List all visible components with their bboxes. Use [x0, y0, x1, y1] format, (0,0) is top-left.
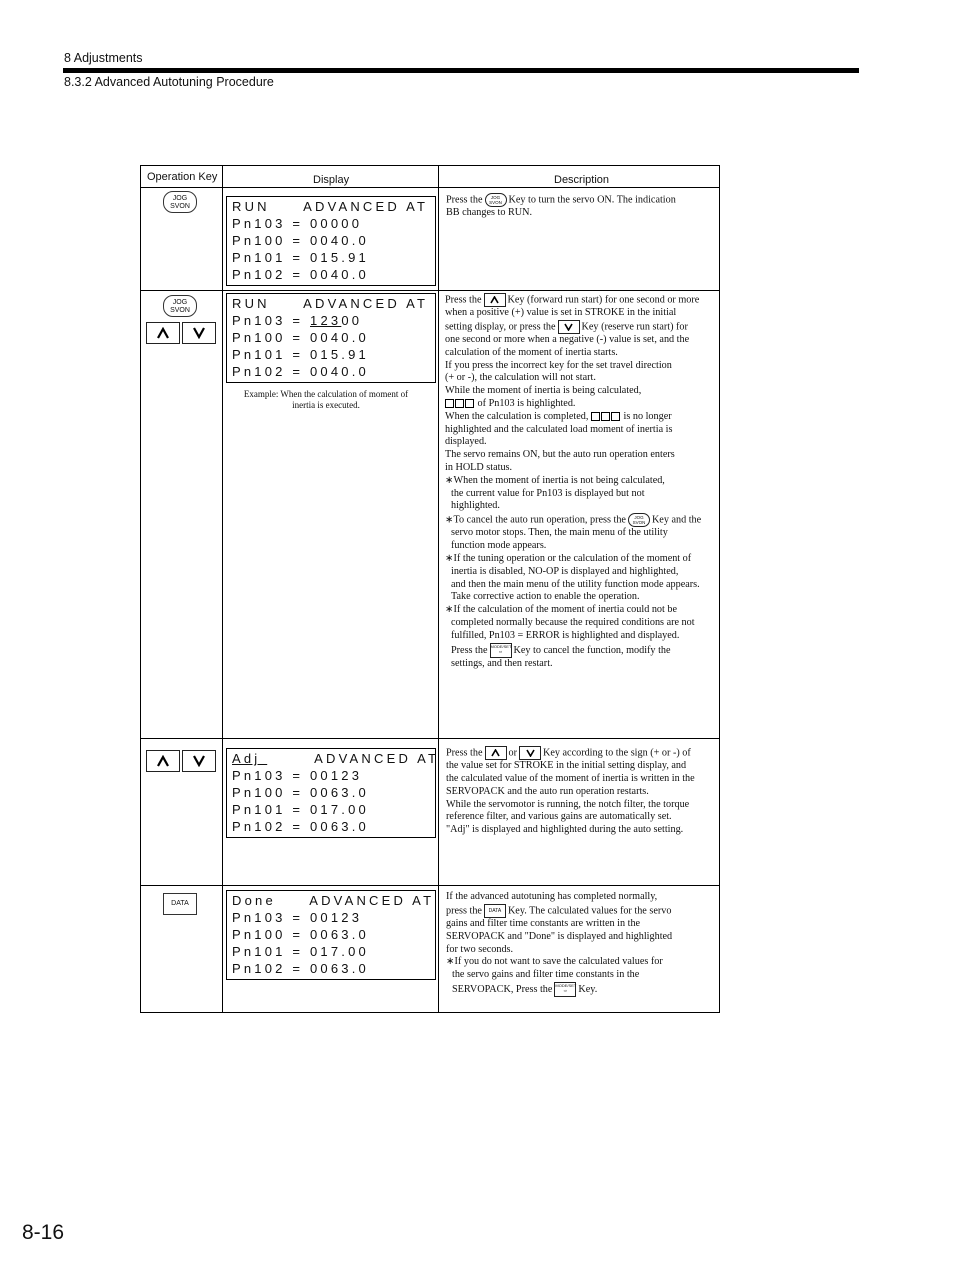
lcd-line: Pn102 = 0063.0: [232, 819, 369, 834]
down-arrow-key[interactable]: [182, 750, 216, 772]
down-arrow-icon: [192, 755, 206, 767]
example-caption: Example: When the calculation of moment of inertia is executed.: [243, 389, 409, 410]
up-arrow-key-icon: [485, 746, 507, 760]
lcd-display-adj: [226, 748, 440, 838]
lcd-line: Pn101 = 015.91: [232, 347, 369, 362]
lcd-display-run: [226, 196, 436, 286]
row1-description: Press the JOG SVON Key to turn the servo ON. The indication BB changes to RUN.: [446, 194, 676, 219]
lcd-line: RUN ADVANCED AT: [232, 199, 429, 214]
digit-box-icon: [455, 399, 464, 408]
up-arrow-key[interactable]: [146, 322, 180, 344]
down-arrow-key-icon: [558, 320, 580, 334]
down-arrow-key-icon: [519, 746, 541, 760]
row3-description: Press the or Key according to the sign (+ or -) of the value set for STROKE in the initial setting display, and the calculated value of the moment of inertia is written in the SERVOPACK and the auto run operation restarts. While the servomotor is running, the notch filter, the torque reference filter, and various gains are automatically set. "Adj" is displayed and highlighted during the auto setting.: [446, 747, 695, 836]
jog-svon-key-icon: JOG SVON: [485, 193, 507, 207]
row-divider: [141, 187, 719, 188]
lcd-line: Pn100 = 0040.0: [232, 233, 369, 248]
highlighted-digits: 123: [310, 313, 342, 328]
data-key[interactable]: DATA: [163, 893, 197, 915]
page-number: 8-16: [22, 1221, 65, 1244]
digit-box-icon: [465, 399, 474, 408]
lcd-line: Pn102 = 0040.0: [232, 267, 369, 282]
mode-set-key-icon: MODE/SET ⇨: [490, 643, 512, 658]
down-arrow-icon: [192, 327, 206, 339]
down-arrow-key[interactable]: [182, 322, 216, 344]
header-rule: [63, 68, 859, 73]
digit-box-icon: [601, 412, 610, 421]
subsection-title: 8.3.2 Advanced Autotuning Procedure: [64, 75, 274, 89]
lcd-line: Pn103 = 00123: [232, 910, 363, 925]
lcd-line: Pn103 = 00000: [232, 216, 363, 231]
row2-description: Press the Key (forward run start) for one second or more when a positive (+) value is set in STROKE in the initial setting display, or press the Key (reserve run start) for one second or more when a negative (-) value is set, and the calculation of the moment of inertia starts. If you press the incorrect key for the set travel direction (+ or -), the calculation will not start. While the moment of inertia is being calculated, of Pn103 is highlighted. When the calculation is completed, is no longer highlighted and the calculated load moment of inertia is displayed. The servo remains ON, but the auto run operation enters in HOLD status. ∗When the moment of inertia is not being calculated, the current value for Pn103 is displayed but not highlighted. ∗To cancel the auto run operation, press the JOG SVON Key and the servo motor stops. Then, the main menu of the utility function mode appears. ∗If the tuning operation or the calculation of the moment of inertia is disabled, NO-OP is displayed and highlighted, and then the main menu of the utility function mode appears. Take corrective action to enable the operation. ∗If the calculation of the moment of inertia could not be completed normally because the required conditions are not fulfilled, Pn103 = ERROR is highlighted and displayed. Press the MODE/SET ⇨ Key to cancel the function, modify the settings, and then restart.: [445, 294, 702, 669]
lcd-line: Pn100 = 0063.0: [232, 785, 369, 800]
lcd-display-calculating: [226, 293, 436, 383]
up-arrow-icon: [156, 327, 170, 339]
lcd-display-done: [226, 890, 436, 980]
jog-svon-key[interactable]: JOG SVON: [163, 295, 197, 317]
lcd-line: Adj ADVANCED AT: [232, 751, 440, 766]
row-divider: [141, 290, 719, 291]
highlighted-adj: Adj: [232, 751, 268, 766]
up-arrow-icon: [156, 755, 170, 767]
row-divider: [141, 738, 719, 739]
digit-box-icon: [445, 399, 454, 408]
lcd-line: Pn103 = 12300: [232, 313, 363, 328]
lcd-line: Pn102 = 0063.0: [232, 961, 369, 976]
row4-description: If the advanced autotuning has completed normally, press the DATA Key. The calculated values for the servo gains and filter time constants are written in the SERVOPACK and "Done" is displayed and highlighted for two seconds. ∗If you do not want to save the calculated values for the servo gains and filter time constants in the SERVOPACK, Press the MODE/SET ⇨ Key.: [446, 891, 672, 997]
up-arrow-key[interactable]: [146, 750, 180, 772]
up-arrow-key-icon: [484, 293, 506, 307]
lcd-line: Done ADVANCED AT: [232, 893, 435, 908]
lcd-line: Pn103 = 00123: [232, 768, 363, 783]
jog-svon-key-icon: JOG SVON: [628, 513, 650, 527]
lcd-line: Pn102 = 0040.0: [232, 364, 369, 379]
mode-set-key-icon: MODE/SET ⇨: [554, 982, 576, 997]
lcd-line: Pn101 = 017.00: [232, 944, 369, 959]
header-display: Display: [313, 174, 350, 186]
lcd-line: Pn101 = 017.00: [232, 802, 369, 817]
row-divider: [141, 885, 719, 886]
digit-box-icon: [611, 412, 620, 421]
data-key-icon: DATA: [484, 904, 506, 918]
header-operation-key: Operation Key: [147, 171, 218, 183]
lcd-line: Pn101 = 015.91: [232, 250, 369, 265]
lcd-line: RUN ADVANCED AT: [232, 296, 429, 311]
header-description: Description: [554, 174, 610, 186]
lcd-line: Pn100 = 0040.0: [232, 330, 369, 345]
lcd-line: Pn100 = 0063.0: [232, 927, 369, 942]
jog-svon-key[interactable]: JOG SVON: [163, 191, 197, 213]
digit-box-icon: [591, 412, 600, 421]
section-title: 8 Adjustments: [64, 51, 143, 65]
